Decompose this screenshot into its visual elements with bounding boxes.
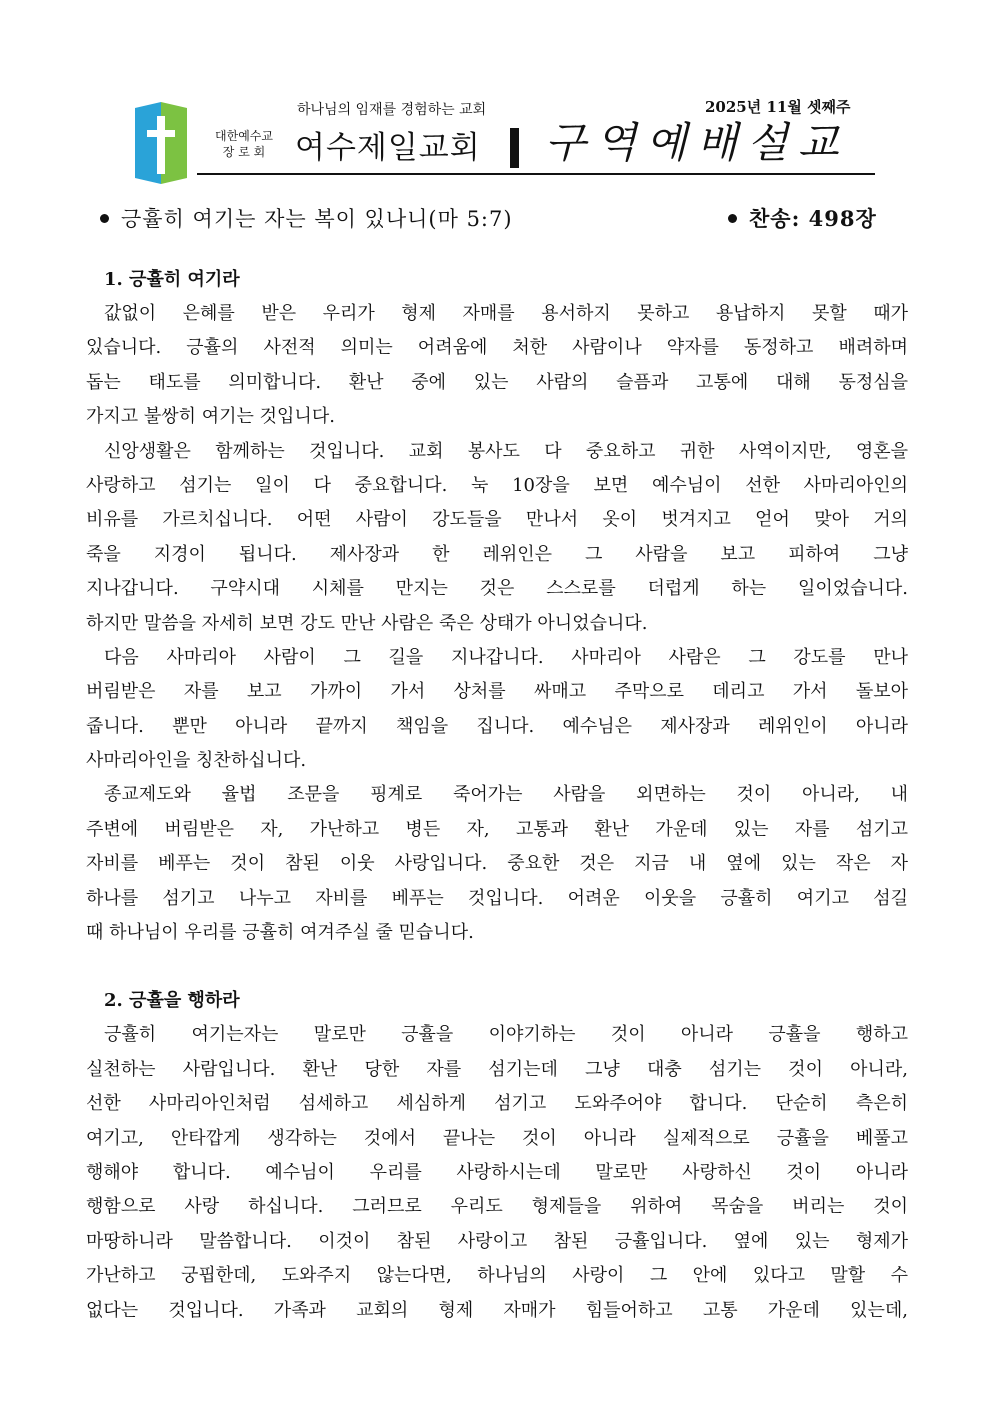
document-header (135, 98, 875, 188)
paragraph-line: 다음 사마리아 사람이 그 길을 지나갑니다. 사마리아 사람은 그 강도를 만나 (104, 646, 908, 668)
paragraph-line: 버림받은 자를 보고 가까이 가서 상처를 싸매고 주막으로 데리고 가서 돌보아 (86, 681, 908, 703)
bullet-icon (100, 214, 109, 223)
date-label: 2025년 11월 셋째주 (705, 98, 851, 116)
paragraph-line: 지나갑니다. 구약시대 시체를 만지는 것은 스스로를 더럽게 하는 일이었습니다. (86, 578, 908, 600)
church-subtitle: 하나님의 임재를 경험하는 교회 (297, 102, 487, 118)
paragraph-line: 종교제도와 율법 조문을 핑계로 죽어가는 사람을 외면하는 것이 아니라, 내 (104, 784, 908, 806)
church-name: 여수제일교회 (295, 130, 481, 166)
paragraph-line: 가지고 불쌍히 여기는 것입니다. (86, 406, 335, 428)
paragraph-line: 실천하는 사람입니다. 환난 당한 자를 섬기는데 그냥 대충 섬기는 것이 아니라, (86, 1058, 908, 1080)
paragraph-line: 여기고, 안타깝게 생각하는 것에서 끝나는 것이 아니라 실제적으로 긍휼을 베풀고 (86, 1127, 908, 1149)
paragraph-line: 없다는 것입니다. 가족과 교회의 형제 자매가 힘들어하고 고통 가운데 있는데, (86, 1299, 908, 1321)
paragraph-line: 행함으로 사랑 하십니다. 그러므로 우리도 형제들을 위하여 목숨을 버리는 것이 (86, 1196, 908, 1218)
paragraph-line: 있습니다. 긍휼의 사전적 의미는 어려움에 처한 사람이나 약자를 동정하고 배려하며 (86, 337, 908, 359)
paragraph-line: 줍니다. 뿐만 아니라 끝까지 책임을 집니다. 예수님은 제사장과 레위인이 아니라 (86, 715, 908, 737)
paragraph-line: 돕는 태도를 의미합니다. 환난 중에 있는 사람의 슬픔과 고통에 대해 동정심을 (86, 371, 908, 393)
denomination-line-2: 장 로 회 (222, 145, 266, 159)
denomination-line-1: 대한예수교 (215, 129, 273, 143)
paragraph-line: 비유를 가르치십니다. 어떤 사람이 강도들을 만나서 옷이 벗겨지고 얻어 맞아 거의 (86, 509, 908, 531)
section-1-heading: 1. 긍휼히 여기라 (104, 269, 240, 290)
paragraph-line: 하나를 섬기고 나누고 자비를 베푸는 것입니다. 어려운 이웃을 긍휼히 여기고 섬길 (86, 887, 908, 909)
paragraph-line: 가난하고 궁핍한데, 도와주지 않는다면, 하나님의 사랑이 그 안에 있다고 말할 수 (86, 1265, 908, 1287)
sermon-topic (100, 203, 513, 233)
paragraph-line: 행해야 합니다. 예수님이 우리를 사랑하시는데 말로만 사랑하신 것이 아니라 (86, 1161, 908, 1183)
paragraph-line: 사랑하고 섬기는 일이 다 중요합니다. 눅 10장을 보면 예수님이 선한 사마리아인의 (86, 474, 908, 496)
paragraph-line: 때 하나님이 우리를 긍휼히 여겨주실 줄 믿습니다. (86, 922, 474, 944)
paragraph-line: 신앙생활은 함께하는 것입니다. 교회 봉사도 다 중요하고 귀한 사역이지만, 영혼을 (104, 440, 908, 462)
bullet-icon (728, 214, 737, 223)
paragraph-line: 마땅하니라 말씀합니다. 이것이 참된 사랑이고 참된 긍휼입니다. 옆에 있는 형제가 (86, 1230, 908, 1252)
document-title: 구역예배설교 (545, 118, 849, 167)
section-2-heading: 2. 긍휼을 행하라 (104, 990, 240, 1012)
hymn-text: 찬송: 498장 (749, 206, 877, 231)
header-rule (197, 173, 875, 175)
sermon-topic-text: 긍휼히 여기는 자는 복이 있나니(마 5:7) (121, 207, 513, 231)
paragraph-line: 죽을 지경이 됩니다. 제사장과 한 레위인은 그 사람을 보고 피하여 그냥 (86, 543, 908, 565)
title-divider (510, 128, 519, 168)
cross-logo-icon (135, 102, 187, 184)
paragraph-line: 하지만 말씀을 자세히 보면 강도 만난 사람은 죽은 상태가 아니었습니다. (86, 612, 648, 634)
paragraph-line: 사마리아인을 칭찬하십니다. (86, 750, 307, 772)
paragraph-line: 선한 사마리아인처럼 섬세하고 세심하게 섬기고 도와주어야 합니다. 단순히 측은히 (86, 1093, 908, 1115)
paragraph-line: 자비를 베푸는 것이 참된 이웃 사랑입니다. 중요한 것은 지금 내 옆에 있는 작은 자 (86, 853, 908, 875)
denomination (208, 128, 280, 160)
section-gap (86, 950, 908, 984)
paragraph-line: 긍휼히 여기는자는 말로만 긍휼을 이야기하는 것이 아니라 긍휼을 행하고 (104, 1024, 908, 1046)
paragraph-line: 값없이 은혜를 받은 우리가 형제 자매를 용서하지 못하고 용납하지 못할 때가 (104, 303, 908, 324)
hymn-number (728, 203, 877, 233)
sermon-body (86, 263, 908, 1328)
paragraph-line: 주변에 버림받은 자, 가난하고 병든 자, 고통과 환난 가운데 있는 자를 섬기고 (86, 818, 908, 840)
